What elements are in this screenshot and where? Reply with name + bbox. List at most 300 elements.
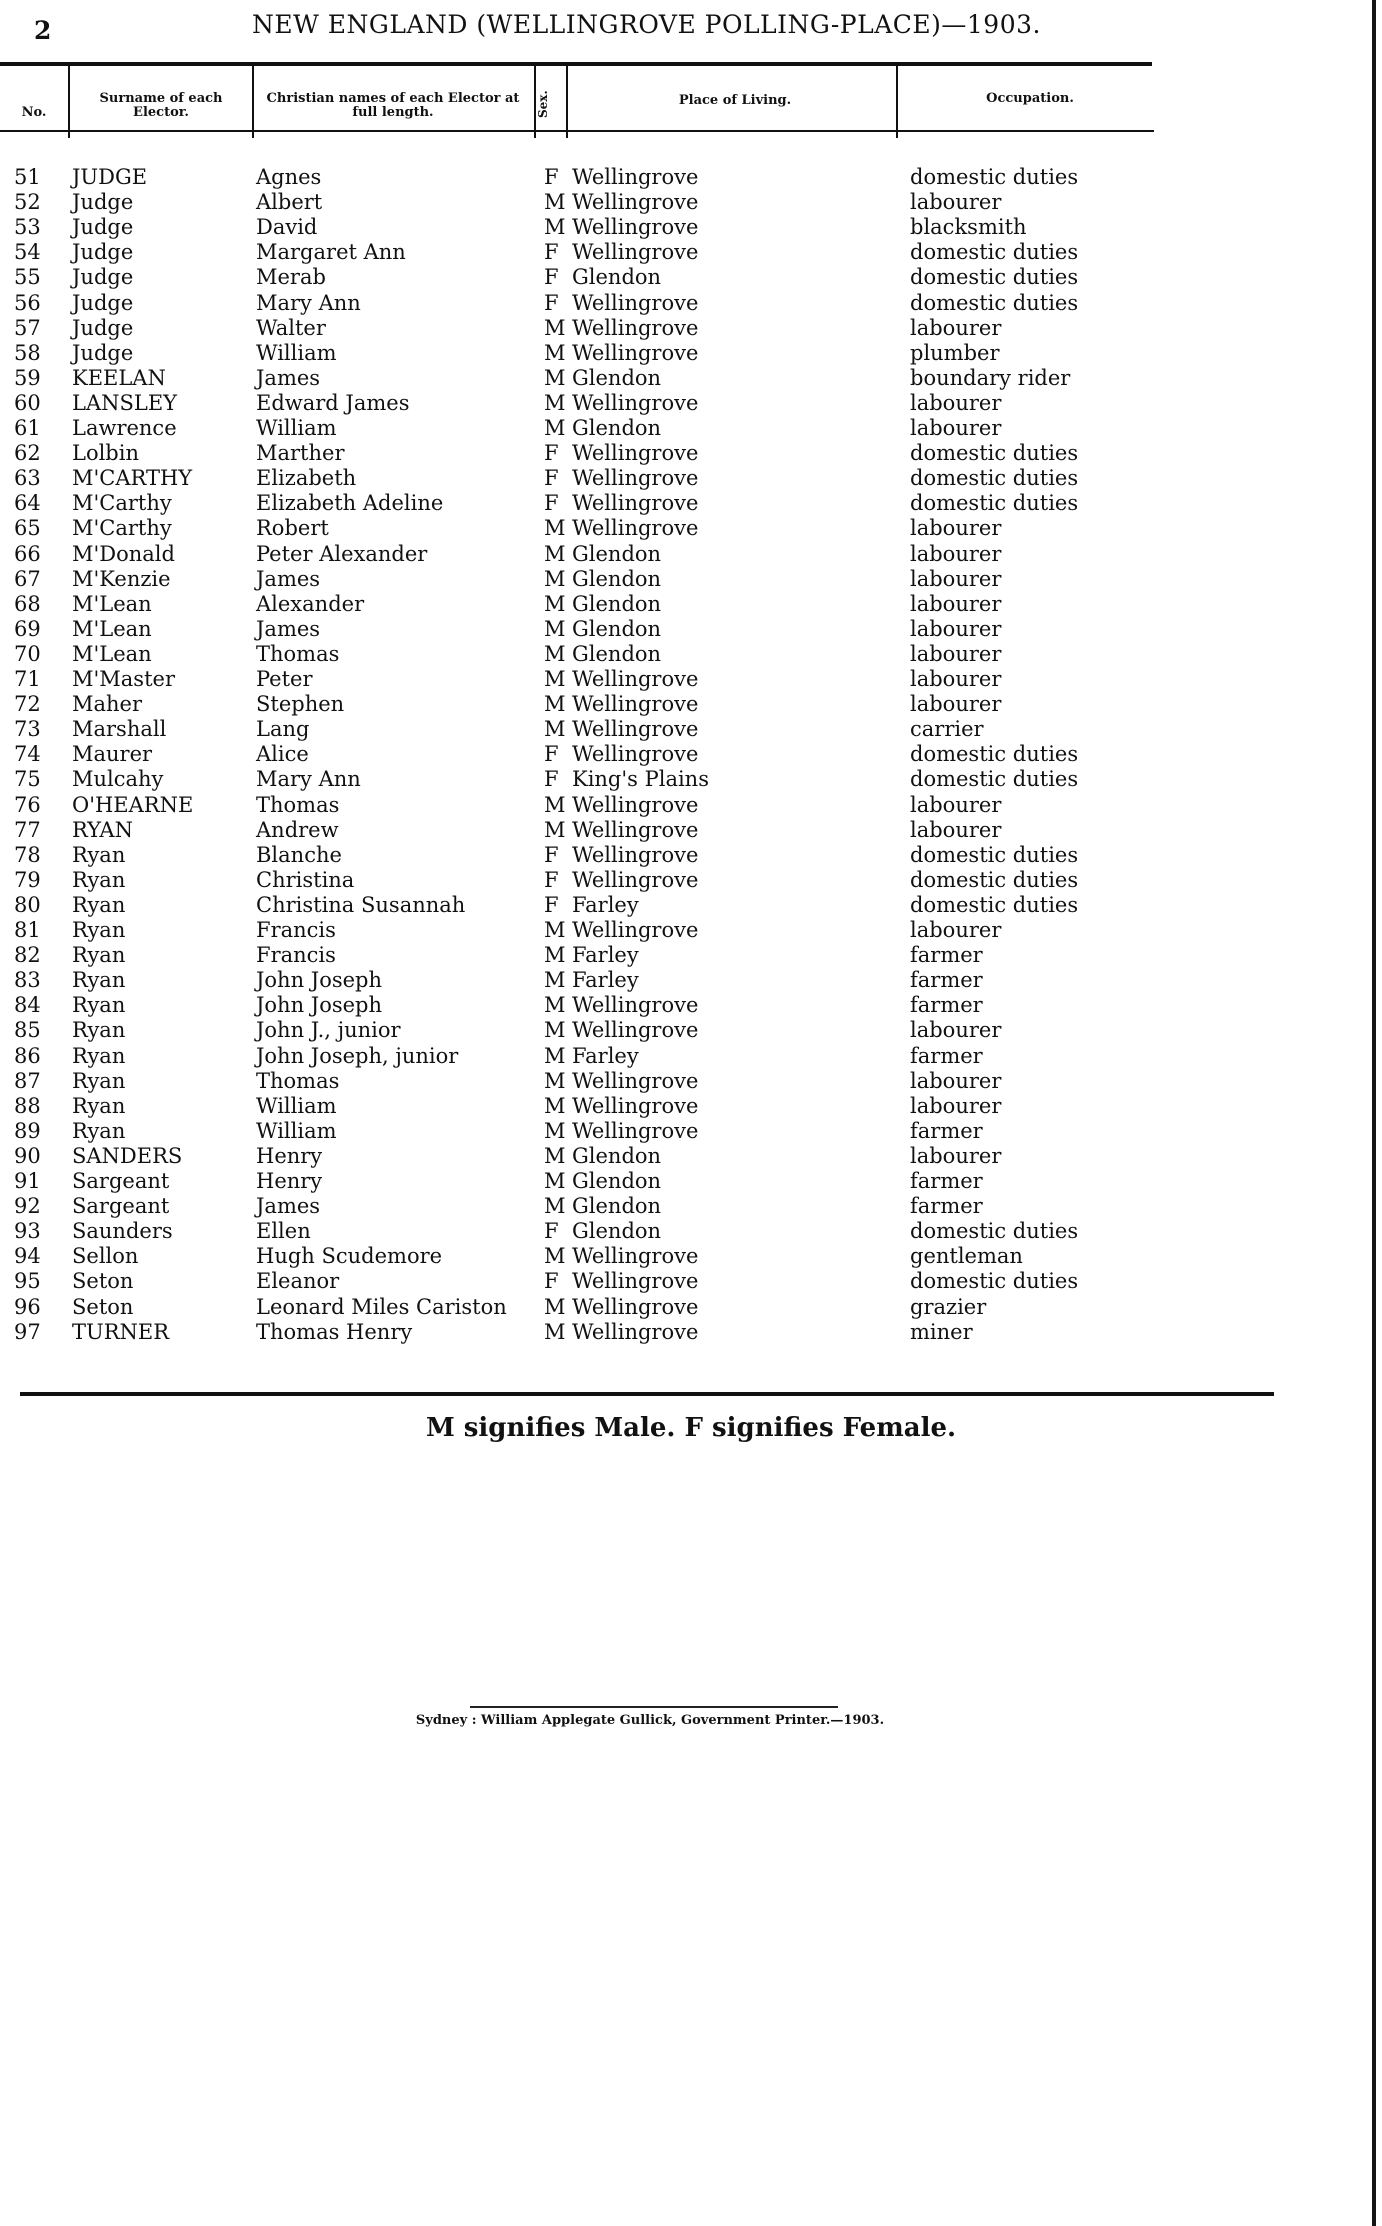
elector-occupation: labourer bbox=[910, 1018, 1002, 1043]
table-row bbox=[0, 165, 1160, 190]
elector-christian-names: James bbox=[256, 616, 321, 641]
elector-sex: F bbox=[544, 867, 559, 892]
elector-surname: Lolbin bbox=[72, 441, 139, 466]
elector-christian-names: Agnes bbox=[256, 165, 322, 189]
elector-occupation: farmer bbox=[910, 1118, 983, 1143]
elector-surname: Judge bbox=[72, 340, 134, 365]
elector-surname: Judge bbox=[72, 265, 134, 290]
elector-occupation: labourer bbox=[910, 390, 1002, 415]
elector-place-of-living: Farley bbox=[572, 968, 639, 993]
elector-surname: Judge bbox=[72, 290, 134, 315]
table-row bbox=[0, 667, 1160, 692]
elector-occupation: domestic duties bbox=[910, 265, 1079, 290]
elector-place-of-living: Wellingrove bbox=[572, 190, 699, 215]
elector-place-of-living: Wellingrove bbox=[572, 441, 699, 466]
elector-surname: SANDERS bbox=[72, 1143, 183, 1168]
elector-sex: M bbox=[544, 1294, 566, 1319]
elector-number: 93 bbox=[14, 1219, 41, 1244]
elector-surname: Ryan bbox=[72, 993, 126, 1018]
table-row bbox=[0, 943, 1160, 968]
table-row bbox=[0, 1144, 1160, 1169]
elector-sex: M bbox=[544, 1194, 566, 1219]
elector-place-of-living: Wellingrove bbox=[572, 1294, 699, 1319]
table-row bbox=[0, 968, 1160, 993]
elector-sex: F bbox=[544, 742, 559, 767]
elector-sex: F bbox=[544, 165, 559, 189]
elector-number: 62 bbox=[14, 441, 41, 466]
elector-number: 59 bbox=[14, 365, 41, 390]
elector-surname: M'Carthy bbox=[72, 516, 172, 541]
elector-occupation: domestic duties bbox=[910, 491, 1079, 516]
elector-place-of-living: Glendon bbox=[572, 1143, 662, 1168]
elector-sex: M bbox=[544, 365, 566, 390]
elector-number: 89 bbox=[14, 1118, 41, 1143]
elector-surname: M'Donald bbox=[72, 541, 175, 566]
elector-surname: Ryan bbox=[72, 943, 126, 968]
elector-number: 55 bbox=[14, 265, 41, 290]
elector-occupation: labourer bbox=[910, 1068, 1002, 1093]
table-row bbox=[0, 366, 1160, 391]
elector-number: 66 bbox=[14, 541, 41, 566]
elector-occupation: labourer bbox=[910, 616, 1002, 641]
elector-occupation: blacksmith bbox=[910, 215, 1027, 240]
elector-christian-names: Peter Alexander bbox=[256, 541, 428, 566]
table-row bbox=[0, 642, 1160, 667]
table-end-rule bbox=[20, 1392, 1274, 1396]
elector-occupation: labourer bbox=[910, 516, 1002, 541]
elector-christian-names: David bbox=[256, 215, 318, 240]
elector-sex: F bbox=[544, 290, 559, 315]
elector-sex: M bbox=[544, 1143, 566, 1168]
elector-place-of-living: Glendon bbox=[572, 641, 662, 666]
elector-occupation: domestic duties bbox=[910, 742, 1079, 767]
elector-number: 85 bbox=[14, 1018, 41, 1043]
elector-surname: Ryan bbox=[72, 1118, 126, 1143]
elector-sex: F bbox=[544, 265, 559, 290]
elector-number: 60 bbox=[14, 390, 41, 415]
elector-christian-names: Lang bbox=[256, 717, 310, 742]
elector-number: 97 bbox=[14, 1319, 41, 1344]
elector-number: 63 bbox=[14, 466, 41, 491]
elector-place-of-living: Wellingrove bbox=[572, 742, 699, 767]
elector-surname: Ryan bbox=[72, 1093, 126, 1118]
column-header-no: No. bbox=[21, 105, 47, 120]
elector-occupation: carrier bbox=[910, 717, 984, 742]
table-row bbox=[0, 843, 1160, 868]
table-row bbox=[0, 717, 1160, 742]
table-row bbox=[0, 1320, 1160, 1345]
elector-occupation: domestic duties bbox=[910, 466, 1079, 491]
elector-place-of-living: Wellingrove bbox=[572, 692, 699, 717]
elector-occupation: labourer bbox=[910, 1143, 1002, 1168]
elector-number: 52 bbox=[14, 190, 41, 215]
table-row bbox=[0, 868, 1160, 893]
table-row bbox=[0, 1018, 1160, 1043]
table-row bbox=[0, 491, 1160, 516]
elector-christian-names: Ellen bbox=[256, 1219, 311, 1244]
elector-place-of-living: Glendon bbox=[572, 265, 662, 290]
elector-sex: F bbox=[544, 491, 559, 516]
elector-sex: M bbox=[544, 943, 566, 968]
elector-christian-names: John J., junior bbox=[256, 1018, 401, 1043]
column-divider bbox=[566, 66, 568, 138]
elector-occupation: farmer bbox=[910, 1043, 983, 1068]
elector-christian-names: Albert bbox=[256, 190, 323, 215]
elector-occupation: domestic duties bbox=[910, 165, 1079, 189]
elector-occupation: labourer bbox=[910, 792, 1002, 817]
elector-number: 69 bbox=[14, 616, 41, 641]
elector-christian-names: Merab bbox=[256, 265, 326, 290]
elector-surname: KEELAN bbox=[72, 365, 166, 390]
elector-number: 78 bbox=[14, 842, 41, 867]
table-row bbox=[0, 1269, 1160, 1294]
elector-place-of-living: Wellingrove bbox=[572, 1068, 699, 1093]
elector-number: 67 bbox=[14, 566, 41, 591]
elector-number: 56 bbox=[14, 290, 41, 315]
sex-legend: M signifies Male. F signifies Female. bbox=[425, 1413, 957, 1443]
elector-surname: Judge bbox=[72, 240, 134, 265]
table-row bbox=[0, 1119, 1160, 1144]
elector-place-of-living: Glendon bbox=[572, 1169, 662, 1193]
elector-surname: Sargeant bbox=[72, 1169, 170, 1193]
elector-occupation: domestic duties bbox=[910, 867, 1079, 892]
table-row bbox=[0, 391, 1160, 416]
elector-place-of-living: Wellingrove bbox=[572, 516, 699, 541]
table-row bbox=[0, 893, 1160, 918]
elector-surname: Ryan bbox=[72, 1018, 126, 1043]
table-row bbox=[0, 441, 1160, 466]
elector-number: 70 bbox=[14, 641, 41, 666]
elector-surname: Ryan bbox=[72, 1068, 126, 1093]
table-row bbox=[0, 1094, 1160, 1119]
elector-christian-names: Walter bbox=[256, 315, 326, 340]
elector-christian-names: Margaret Ann bbox=[256, 240, 406, 265]
elector-sex: M bbox=[544, 692, 566, 717]
elector-christian-names: Marther bbox=[256, 441, 345, 466]
table-row bbox=[0, 918, 1160, 943]
elector-sex: M bbox=[544, 1319, 566, 1344]
elector-place-of-living: Wellingrove bbox=[572, 215, 699, 240]
elector-christian-names: Edward James bbox=[256, 390, 410, 415]
elector-sex: F bbox=[544, 240, 559, 265]
elector-place-of-living: Glendon bbox=[572, 1194, 662, 1219]
column-header-occupation: Occupation. bbox=[986, 91, 1074, 106]
elector-place-of-living: Glendon bbox=[572, 591, 662, 616]
elector-christian-names: John Joseph, junior bbox=[256, 1043, 459, 1068]
elector-sex: F bbox=[544, 767, 559, 792]
elector-number: 96 bbox=[14, 1294, 41, 1319]
elector-place-of-living: Farley bbox=[572, 892, 639, 917]
column-divider bbox=[68, 66, 70, 138]
elector-christian-names: Henry bbox=[256, 1169, 323, 1193]
elector-number: 95 bbox=[14, 1269, 41, 1294]
table-row bbox=[0, 240, 1160, 265]
table-row bbox=[0, 1295, 1160, 1320]
elector-christian-names: William bbox=[256, 1093, 337, 1118]
table-row bbox=[0, 1044, 1160, 1069]
elector-christian-names: Christina Susannah bbox=[256, 892, 466, 917]
elector-number: 64 bbox=[14, 491, 41, 516]
elector-number: 71 bbox=[14, 667, 41, 691]
elector-number: 86 bbox=[14, 1043, 41, 1068]
page-edge-border bbox=[1372, 0, 1376, 2226]
elector-christian-names: James bbox=[256, 566, 321, 591]
elector-sex: M bbox=[544, 641, 566, 666]
elector-place-of-living: Glendon bbox=[572, 1219, 662, 1244]
elector-occupation: domestic duties bbox=[910, 842, 1079, 867]
column-divider bbox=[896, 66, 898, 138]
elector-christian-names: James bbox=[256, 1194, 321, 1219]
elector-surname: Mulcahy bbox=[72, 767, 164, 792]
elector-christian-names: Francis bbox=[256, 943, 336, 968]
elector-surname: Maher bbox=[72, 692, 143, 717]
elector-place-of-living: Wellingrove bbox=[572, 390, 699, 415]
elector-surname: M'Master bbox=[72, 667, 175, 691]
elector-place-of-living: Wellingrove bbox=[572, 491, 699, 516]
elector-occupation: farmer bbox=[910, 1169, 983, 1193]
table-row bbox=[0, 692, 1160, 717]
elector-number: 68 bbox=[14, 591, 41, 616]
table-row bbox=[0, 516, 1160, 541]
table-row bbox=[0, 341, 1160, 366]
elector-sex: M bbox=[544, 1018, 566, 1043]
column-divider bbox=[252, 66, 254, 138]
elector-sex: F bbox=[544, 466, 559, 491]
elector-occupation: labourer bbox=[910, 918, 1002, 942]
elector-place-of-living: Wellingrove bbox=[572, 165, 699, 189]
table-row bbox=[0, 567, 1160, 592]
elector-sex: M bbox=[544, 1118, 566, 1143]
table-row bbox=[0, 190, 1160, 215]
elector-surname: Lawrence bbox=[72, 416, 177, 440]
table-row bbox=[0, 793, 1160, 818]
elector-place-of-living: Glendon bbox=[572, 541, 662, 566]
elector-sex: M bbox=[544, 340, 566, 365]
elector-sex: M bbox=[544, 516, 566, 541]
elector-surname: Ryan bbox=[72, 1043, 126, 1068]
elector-number: 94 bbox=[14, 1244, 41, 1269]
elector-surname: Seton bbox=[72, 1294, 134, 1319]
elector-occupation: farmer bbox=[910, 993, 983, 1018]
elector-surname: Judge bbox=[72, 215, 134, 240]
elector-sex: M bbox=[544, 591, 566, 616]
table-row bbox=[0, 1244, 1160, 1269]
elector-surname: Saunders bbox=[72, 1219, 173, 1244]
elector-occupation: labourer bbox=[910, 315, 1002, 340]
elector-sex: M bbox=[544, 993, 566, 1018]
elector-occupation: farmer bbox=[910, 1194, 983, 1219]
elector-place-of-living: Farley bbox=[572, 943, 639, 968]
column-header-surname: Surname of each Elector. bbox=[99, 91, 223, 120]
elector-occupation: labourer bbox=[910, 541, 1002, 566]
table-row bbox=[0, 215, 1160, 240]
elector-occupation: gentleman bbox=[910, 1244, 1023, 1269]
elector-place-of-living: Wellingrove bbox=[572, 340, 699, 365]
elector-number: 65 bbox=[14, 516, 41, 541]
header-bottom-rule bbox=[0, 130, 1154, 132]
elector-occupation: domestic duties bbox=[910, 1219, 1079, 1244]
elector-occupation: labourer bbox=[910, 190, 1002, 215]
elector-number: 54 bbox=[14, 240, 41, 265]
elector-occupation: boundary rider bbox=[910, 365, 1071, 390]
elector-occupation: domestic duties bbox=[910, 441, 1079, 466]
elector-occupation: domestic duties bbox=[910, 290, 1079, 315]
elector-occupation: labourer bbox=[910, 416, 1002, 440]
elector-place-of-living: Wellingrove bbox=[572, 315, 699, 340]
elector-place-of-living: Wellingrove bbox=[572, 1244, 699, 1269]
elector-occupation: miner bbox=[910, 1319, 973, 1344]
elector-occupation: domestic duties bbox=[910, 240, 1079, 265]
elector-sex: F bbox=[544, 1269, 559, 1294]
table-row bbox=[0, 466, 1160, 491]
elector-number: 82 bbox=[14, 943, 41, 968]
elector-christian-names: William bbox=[256, 1118, 337, 1143]
elector-number: 92 bbox=[14, 1194, 41, 1219]
table-row bbox=[0, 265, 1160, 290]
elector-sex: M bbox=[544, 1093, 566, 1118]
elector-occupation: grazier bbox=[910, 1294, 987, 1319]
table-row bbox=[0, 416, 1160, 441]
elector-number: 57 bbox=[14, 315, 41, 340]
elector-sex: M bbox=[544, 968, 566, 993]
table-row bbox=[0, 592, 1160, 617]
elector-surname: Ryan bbox=[72, 867, 126, 892]
elector-sex: M bbox=[544, 918, 566, 942]
elector-christian-names: Thomas bbox=[256, 641, 340, 666]
elector-surname: Marshall bbox=[72, 717, 167, 742]
elector-place-of-living: Wellingrove bbox=[572, 240, 699, 265]
page-title: NEW ENGLAND (WELLINGROVE POLLING-PLACE)—1903. bbox=[252, 10, 1041, 39]
table-row bbox=[0, 291, 1160, 316]
elector-number: 75 bbox=[14, 767, 41, 792]
elector-place-of-living: Wellingrove bbox=[572, 1118, 699, 1143]
elector-christian-names: Alice bbox=[256, 742, 309, 767]
elector-christian-names: Elizabeth Adeline bbox=[256, 491, 444, 516]
elector-christian-names: Robert bbox=[256, 516, 329, 541]
table-row bbox=[0, 542, 1160, 567]
elector-number: 81 bbox=[14, 918, 41, 942]
elector-number: 61 bbox=[14, 416, 41, 440]
elector-occupation: labourer bbox=[910, 667, 1002, 691]
table-row bbox=[0, 1194, 1160, 1219]
elector-place-of-living: Wellingrove bbox=[572, 842, 699, 867]
elector-christian-names: William bbox=[256, 416, 337, 440]
table-row bbox=[0, 617, 1160, 642]
elector-sex: F bbox=[544, 892, 559, 917]
elector-christian-names: Thomas Henry bbox=[256, 1319, 413, 1344]
elector-surname: Sellon bbox=[72, 1244, 139, 1269]
elector-place-of-living: Wellingrove bbox=[572, 817, 699, 842]
elector-sex: M bbox=[544, 541, 566, 566]
elector-surname: M'CARTHY bbox=[72, 466, 193, 491]
elector-christian-names: Thomas bbox=[256, 1068, 340, 1093]
elector-number: 87 bbox=[14, 1068, 41, 1093]
elector-christian-names: Elizabeth bbox=[256, 466, 357, 491]
elector-christian-names: Francis bbox=[256, 918, 336, 942]
elector-surname: Judge bbox=[72, 315, 134, 340]
elector-christian-names: Hugh Scudemore bbox=[256, 1244, 443, 1269]
elector-occupation: labourer bbox=[910, 692, 1002, 717]
elector-surname: Ryan bbox=[72, 842, 126, 867]
elector-occupation: farmer bbox=[910, 943, 983, 968]
elector-number: 73 bbox=[14, 717, 41, 742]
elector-occupation: labourer bbox=[910, 591, 1002, 616]
table-row bbox=[0, 1169, 1160, 1194]
elector-christian-names: Alexander bbox=[256, 591, 365, 616]
elector-christian-names: Mary Ann bbox=[256, 767, 361, 792]
table-row bbox=[0, 1069, 1160, 1094]
elector-place-of-living: Wellingrove bbox=[572, 466, 699, 491]
elector-place-of-living: Wellingrove bbox=[572, 867, 699, 892]
table-row bbox=[0, 818, 1160, 843]
elector-sex: M bbox=[544, 1043, 566, 1068]
elector-sex: M bbox=[544, 717, 566, 742]
elector-number: 74 bbox=[14, 742, 41, 767]
elector-place-of-living: Glendon bbox=[572, 616, 662, 641]
elector-surname: M'Kenzie bbox=[72, 566, 171, 591]
elector-occupation: domestic duties bbox=[910, 767, 1079, 792]
column-header-place: Place of Living. bbox=[678, 93, 792, 108]
elector-surname: M'Carthy bbox=[72, 491, 172, 516]
elector-christian-names: Andrew bbox=[256, 817, 339, 842]
elector-occupation: domestic duties bbox=[910, 1269, 1079, 1294]
elector-sex: M bbox=[544, 616, 566, 641]
elector-surname: M'Lean bbox=[72, 591, 152, 616]
elector-sex: M bbox=[544, 416, 566, 440]
table-row bbox=[0, 1219, 1160, 1244]
elector-christian-names: Mary Ann bbox=[256, 290, 361, 315]
elector-number: 88 bbox=[14, 1093, 41, 1118]
elector-place-of-living: Glendon bbox=[572, 566, 662, 591]
elector-sex: M bbox=[544, 1068, 566, 1093]
elector-christian-names: James bbox=[256, 365, 321, 390]
elector-place-of-living: Wellingrove bbox=[572, 290, 699, 315]
elector-place-of-living: Wellingrove bbox=[572, 792, 699, 817]
elector-number: 90 bbox=[14, 1143, 41, 1168]
elector-surname: Ryan bbox=[72, 918, 126, 942]
table-row bbox=[0, 742, 1160, 767]
elector-christian-names: Thomas bbox=[256, 792, 340, 817]
elector-number: 80 bbox=[14, 892, 41, 917]
elector-place-of-living: Wellingrove bbox=[572, 1018, 699, 1043]
elector-sex: M bbox=[544, 390, 566, 415]
elector-place-of-living: Wellingrove bbox=[572, 918, 699, 942]
elector-sex: M bbox=[544, 190, 566, 215]
elector-sex: F bbox=[544, 1219, 559, 1244]
elector-christian-names: Eleanor bbox=[256, 1269, 340, 1294]
elector-christian-names: Peter bbox=[256, 667, 313, 691]
elector-surname: LANSLEY bbox=[72, 390, 178, 415]
elector-sex: M bbox=[544, 667, 566, 691]
elector-place-of-living: Glendon bbox=[572, 365, 662, 390]
elector-christian-names: Henry bbox=[256, 1143, 323, 1168]
elector-number: 77 bbox=[14, 817, 41, 842]
elector-surname: Ryan bbox=[72, 892, 126, 917]
elector-surname: RYAN bbox=[72, 817, 133, 842]
elector-surname: Judge bbox=[72, 190, 134, 215]
elector-christian-names: Stephen bbox=[256, 692, 345, 717]
elector-number: 58 bbox=[14, 340, 41, 365]
elector-surname: Sargeant bbox=[72, 1194, 170, 1219]
elector-sex: M bbox=[544, 215, 566, 240]
elector-number: 76 bbox=[14, 792, 41, 817]
elector-sex: F bbox=[544, 441, 559, 466]
elector-place-of-living: Wellingrove bbox=[572, 717, 699, 742]
elector-place-of-living: Wellingrove bbox=[572, 1269, 699, 1294]
elector-sex: M bbox=[544, 817, 566, 842]
elector-christian-names: John Joseph bbox=[256, 968, 383, 993]
elector-occupation: labourer bbox=[910, 817, 1002, 842]
